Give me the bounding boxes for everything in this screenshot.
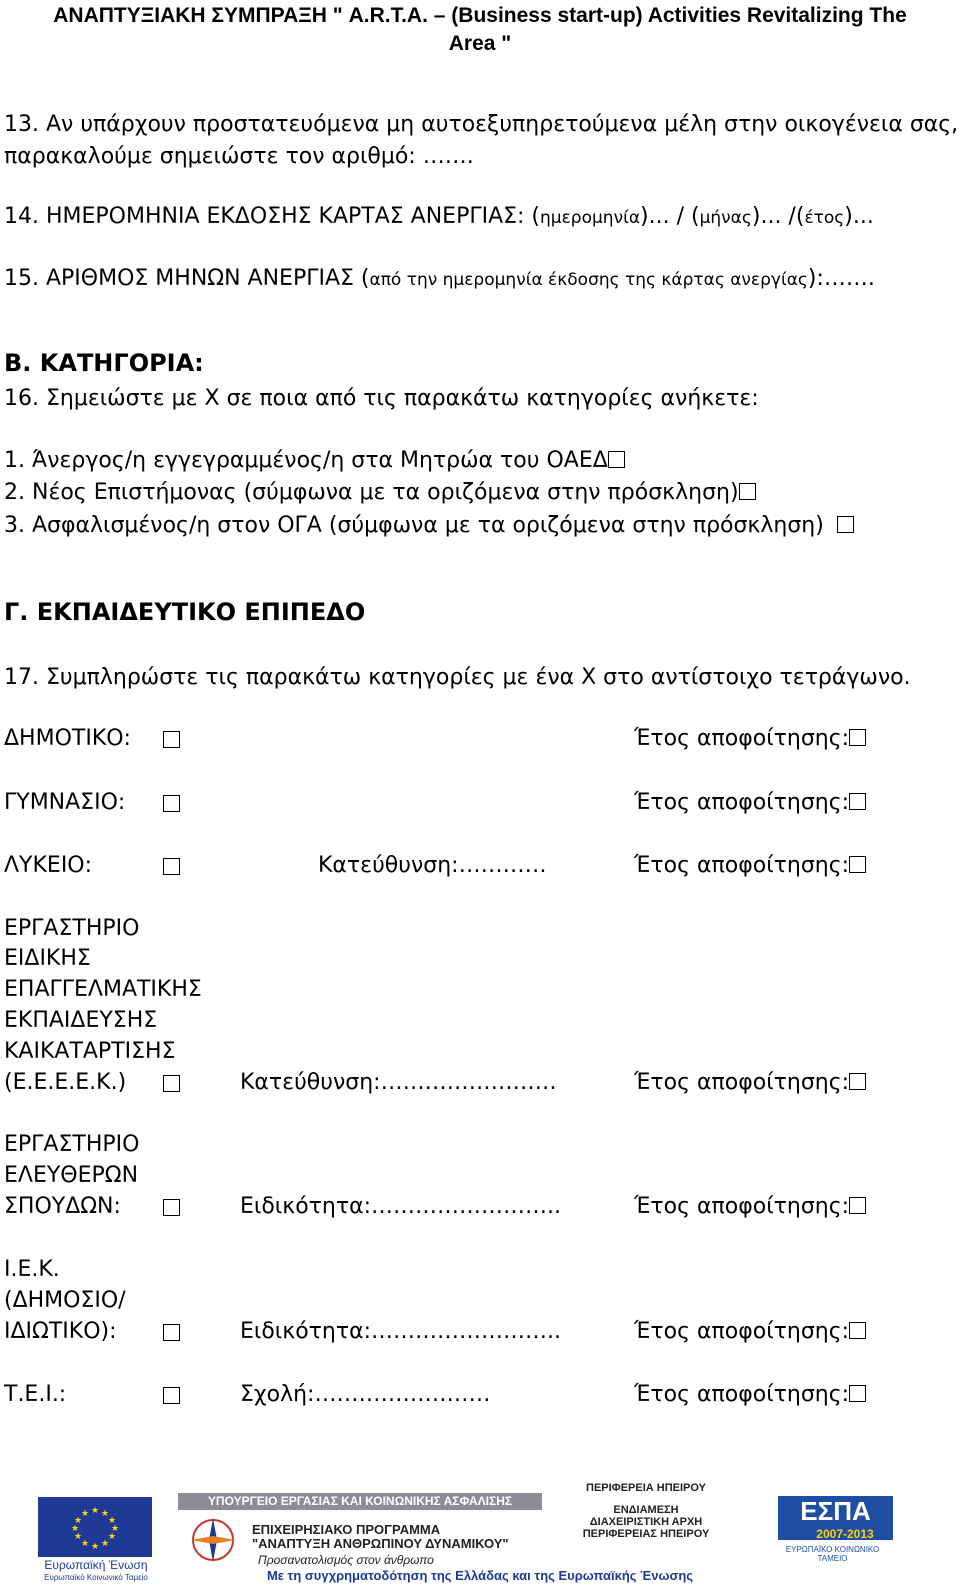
svg-text:★: ★	[80, 1539, 90, 1549]
svg-text:★: ★	[107, 1532, 117, 1542]
checkbox[interactable]	[837, 516, 854, 533]
iek-label-2: (ΔΗΜΟΣΙΟ/	[4, 1288, 126, 1313]
op-title: ΕΠΙΧΕΙΡΗΣΙΑΚΟ ΠΡΟΓΡΑΜΜΑ "ΑΝΑΠΤΥΞΗ ΑΝΘΡΩΠΙΝΟΥ ΔΥΝΑΜΙΚΟΥ"	[252, 1522, 509, 1551]
espa-caption: ΕΥΡΩΠΑΪΚΟ ΚΟΙΝΩΝΙΚΟ ΤΑΜΕΙΟ	[785, 1545, 880, 1563]
eu-caption: Ευρωπαϊκή Ένωση Ευρωπαϊκό Κοινωνικό Ταμείο	[44, 1558, 148, 1582]
checkbox[interactable]	[849, 793, 866, 810]
svg-text:★: ★	[107, 1516, 117, 1526]
primary-school-year: Έτος αποφοίτησης:	[634, 726, 866, 751]
primary-school-label: ΔΗΜΟΤΙΚΟ:	[4, 726, 131, 751]
eu-flag-logo	[38, 1497, 152, 1557]
question-16: 16. Σημειώστε με Χ σε ποια από τις παρακάτω κατηγορίες ανήκετε:	[4, 386, 759, 411]
question-14: 14. ΗΜΕΡΟΜΗΝΙΑ ΕΚΔΟΣΗΣ ΚΑΡΤΑΣ ΑΝΕΡΓΙΑΣ: (ημερομηνία)... / (μήνας)... /(έτος)...	[4, 204, 874, 229]
managing-authority-label: ΕΝΔΙΑΜΕΣΗ ΔΙΑΧΕΙΡΙΣΤΙΚΗ ΑΡΧΗ ΠΕΡΙΦΕΡΕΙΑΣ ΗΠΕΙΡΟΥ	[582, 1504, 710, 1540]
svg-text:★: ★	[73, 1532, 83, 1542]
checkbox[interactable]	[849, 729, 866, 746]
svg-text:★: ★	[90, 1542, 100, 1552]
checkbox[interactable]	[849, 1385, 866, 1402]
free-studies-year: Έτος αποφοίτησης:	[634, 1194, 866, 1219]
cofunding-note: Με τη συγχρηματοδότηση της Ελλάδας και της Ευρωπαϊκής Ένωσης	[266, 1568, 694, 1583]
category-option-2: 2. Νέος Επιστήμονας (σύμφωνα με τα οριζόμενα στην πρόσκληση)	[4, 480, 756, 505]
question-15: 15. ΑΡΙΘΜΟΣ ΜΗΝΩΝ ΑΝΕΡΓΙΑΣ (από την ημερομηνία έκδοσης της κάρτας ανεργίας):…….	[4, 266, 875, 291]
lyceum-direction-field[interactable]: Κατεύθυνση:…………	[318, 853, 547, 878]
op-subtitle: Προσανατολισμός στον άνθρωπο	[258, 1553, 434, 1567]
question-13-line-1: 13. Αν υπάρχουν προστατευόμενα μη αυτοεξυπηρετούμενα μέλη στην οικογένεια σας,	[4, 112, 959, 137]
lyceum-label: ΛΥΚΕΙΟ:	[4, 853, 93, 878]
tei-checkbox[interactable]	[163, 1387, 180, 1404]
category-option-1: 1. Άνεργος/η εγγεγραμμένος/η στα Μητρώα του ΟΑΕΔ	[4, 448, 625, 473]
gymnasium-checkbox[interactable]	[163, 795, 180, 812]
free-studies-specialty-field[interactable]: Ειδικότητα:……………………..	[240, 1194, 562, 1219]
section-c-title: Γ. ΕΚΠΑΙΔΕΥΤΙΚΟ ΕΠΙΠΕΔΟ	[4, 598, 366, 626]
svg-text:★: ★	[70, 1524, 80, 1534]
svg-text:★: ★	[73, 1516, 83, 1526]
lyceum-checkbox[interactable]	[163, 858, 180, 875]
compass-logo	[182, 1515, 244, 1571]
iek-label-1: Ι.Ε.Κ.	[4, 1257, 60, 1282]
svg-text:★: ★	[80, 1509, 90, 1519]
header-line-2: Area "	[448, 32, 512, 55]
eeeek-label-5: ΚΑΙΚΑΤΑΡΤΙΣΗΣ	[4, 1039, 176, 1064]
free-studies-label-1: ΕΡΓΑΣΤΗΡΙΟ	[4, 1132, 140, 1157]
header-line-1: ΑΝΑΠΤΥΞΙΑΚΗ ΣΥΜΠΡΑΞΗ " A.R.T.A. – (Business start-up) Activities Revitalizing The	[53, 4, 907, 27]
section-b-title: Β. ΚΑΤΗΓΟΡΙΑ:	[4, 349, 204, 377]
svg-text:★: ★	[100, 1539, 110, 1549]
iek-checkbox[interactable]	[163, 1324, 180, 1341]
tei-label: Τ.Ε.Ι.:	[4, 1382, 67, 1407]
svg-text:★: ★	[110, 1524, 120, 1534]
eeeek-checkbox[interactable]	[163, 1075, 180, 1092]
question-17: 17. Συμπληρώστε τις παρακάτω κατηγορίες με ένα Χ στο αντίστοιχο τετράγωνο.	[4, 665, 911, 690]
checkbox[interactable]	[608, 451, 625, 468]
ministry-banner: ΥΠΟΥΡΓΕΙΟ ΕΡΓΑΣΙΑΣ ΚΑΙ ΚΟΙΝΩΝΙΚΗΣ ΑΣΦΑΛΙΣΗΣ	[178, 1493, 542, 1510]
espa-years: 2007-2013	[816, 1527, 874, 1541]
eeeek-label-4: ΕΚΠΑΙΔΕΥΣΗΣ	[4, 1008, 158, 1033]
free-studies-label-3: ΣΠΟΥΔΩΝ:	[4, 1194, 121, 1219]
region-label: ΠΕΡΙΦΕΡΕΙΑ ΗΠΕΙΡΟΥ	[586, 1482, 706, 1494]
checkbox[interactable]	[849, 1322, 866, 1339]
eeeek-direction-field[interactable]: Κατεύθυνση:……………………	[240, 1070, 557, 1095]
iek-year: Έτος αποφοίτησης:	[634, 1319, 866, 1344]
gymnasium-year: Έτος αποφοίτησης:	[634, 790, 866, 815]
lyceum-year: Έτος αποφοίτησης:	[634, 853, 866, 878]
tei-school-field[interactable]: Σχολή:……………………	[240, 1382, 491, 1407]
eeeek-year: Έτος αποφοίτησης:	[634, 1070, 866, 1095]
free-studies-label-2: ΕΛΕΥΘΕΡΩΝ	[4, 1163, 139, 1188]
tei-year: Έτος αποφοίτησης:	[634, 1382, 866, 1407]
document-header	[0, 2, 960, 58]
gymnasium-label: ΓΥΜΝΑΣΙΟ:	[4, 790, 126, 815]
eeeek-label-1: ΕΡΓΑΣΤΗΡΙΟ	[4, 916, 140, 941]
eeeek-label-6: (Ε.Ε.Ε.Ε.Κ.)	[4, 1070, 127, 1095]
eeeek-label-2: ΕΙΔΙΚΗΣ	[4, 946, 91, 971]
espa-logo: ΕΣΠΑ	[778, 1496, 893, 1540]
svg-text:★: ★	[100, 1509, 110, 1519]
checkbox[interactable]	[739, 483, 756, 500]
iek-specialty-field[interactable]: Ειδικότητα:……………………..	[240, 1319, 562, 1344]
primary-school-checkbox[interactable]	[163, 731, 180, 748]
category-option-3: 3. Ασφαλισμένος/η στον ΟΓΑ (σύμφωνα με τα οριζόμενα στην πρόσκληση)	[4, 513, 854, 538]
eeeek-label-3: ΕΠΑΓΓΕΛΜΑΤΙΚΗΣ	[4, 977, 202, 1002]
checkbox[interactable]	[849, 856, 866, 873]
free-studies-checkbox[interactable]	[163, 1199, 180, 1216]
question-13-line-2: παρακαλούμε σημειώστε τον αριθμό: …….	[4, 144, 474, 169]
svg-text:★: ★	[90, 1506, 100, 1516]
checkbox[interactable]	[849, 1073, 866, 1090]
iek-label-3: ΙΔΙΩΤΙΚΟ):	[4, 1319, 117, 1344]
checkbox[interactable]	[849, 1197, 866, 1214]
